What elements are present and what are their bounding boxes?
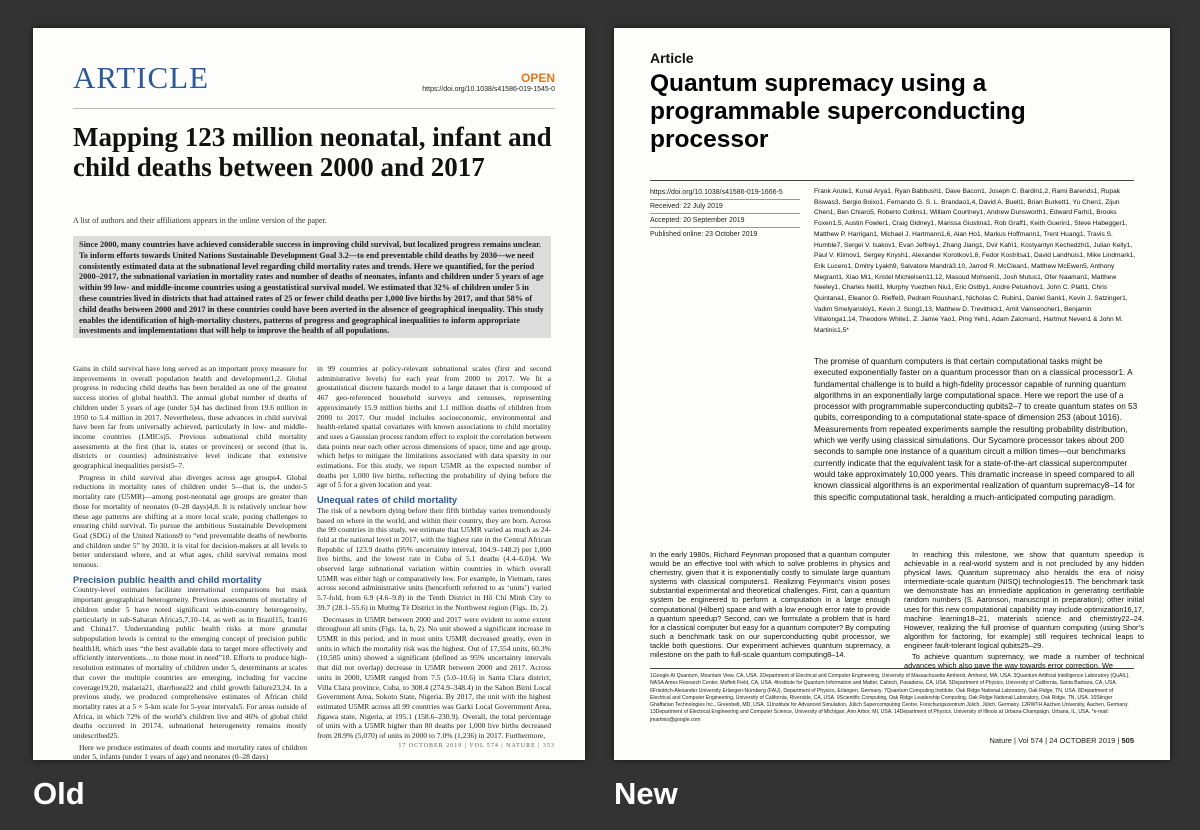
old-label: Old [33, 776, 85, 811]
received-date: Received: 22 July 2019 [650, 200, 800, 214]
old-header [73, 60, 555, 109]
old-doi-link[interactable]: https://doi.org/10.1038/s41586-019-1545-0 [422, 86, 555, 93]
old-article-page [33, 28, 585, 760]
new-doi-link[interactable]: https://doi.org/10.1038/s41586-019-1666-5 [650, 186, 800, 200]
published-date: Published online: 23 October 2019 [650, 231, 758, 238]
new-body-right-column [904, 550, 1144, 671]
paragraph: In reaching this milestone, we show that quantum speedup is achievable in a real-world system and is not precluded by any hidden physical laws. Quantum supremacy also heralds the era of noisy intermediate-scale quantum (NISQ) technologies15. The benchmark task we demonstrate has an immediate application in generating certifiable random numbers (S. Aaronson, manuscript in preparation); other initial uses for this new computational capability may include optimization16,17, machine learning18–21, materials science and chemistry22–24. However, realizing the full promise of quantum computing (using Shor’s algorithm for factoring, for example) still requires technical leaps to engineer fault-tolerant logical qubits25–29. [904, 550, 1144, 650]
old-authors-note: A list of authors and their affiliations appears in the online version of the paper. [73, 216, 327, 225]
old-page-footer: 17 OCTOBER 2019 | VOL 574 | NATURE | 353 [398, 743, 555, 749]
article-meta [650, 186, 800, 241]
paragraph: Here we produce estimates of death counts and mortality rates of children under 5, infants (under 1 years of age) and neonates (0–28 days) [73, 742, 307, 762]
paragraph: In the early 1980s, Richard Feynman proposed that a quantum computer would be an effective tool with which to solve problems in physics and chemistry, given that it is exponentially costly to simulate large quantum systems with classical computers1. Realizing Feynman’s vision poses substantial experimental and theoretical challenges. First, can a quantum system be engineered to perform a computation in a large enough computational (Hilbert) space and with a low enough error rate to provide a quantum speedup? Second, can we formulate a problem that is hard for a classical computer but easy for a quantum computer? By computing such a benchmark task on our superconducting qubit processor, we tackle both questions. Our experiment achieves quantum supremacy, a milestone on the path to full-scale quantum computing8–14. [650, 550, 890, 660]
new-article-page [614, 28, 1170, 760]
paragraph: Country-level estimates facilitate international comparisons but mask important geographical heterogeneity. Previous assessments of mortality of children under 5 have noted significant within-country heterogeneity, particularly in sub-Saharan Africa5,7,10–14, as well as in Brazil15, Iran16 and China17. Understanding public health risks at more granular subpopulation levels is central to the emerging concept of precision public health18, which uses “the best available data to target more effectively and efficiently interventions…to those most in need”18. Efforts to produce high-resolution estimates of mortality of children under 5, determinants at scales that cover the multiple countries are emerging, including for vaccine coverage19,20, malaria21, diarrhoea22 and child growth failure23,24. In a previous study, we produced comprehensive estimates of African child mortality rates at a 5 × 5-km scale for 5-year intervals5. For areas outside of Africa, in which 72% of the world’s children live and 46% of global child deaths occurred in 20174, subnational heterogeneity remains mostly undescribed25. [73, 585, 307, 741]
paragraph: The risk of a newborn dying before their fifth birthday varies tremendously based on where in the world, and within their country, they are born. Across the 99 countries in this study, we estimate that U5MR varied as much as 24-fold at the national level in 2017, with the highest rate in the Central African Republic of 123.9 deaths (95% uncertainty interval, 104.9–148.2) per 1,000 live births, and the lowest rate in Cuba of 5.1 deaths (4.4–6.0)4. We observed large subnational variation within countries in which overall U5MR was either high or comparatively low. For example, in Vietnam, rates across second administrative units (henceforth referred to as ‘units’) varied 5.7-fold, from 6.9 (4.6–9.8) in the Tenth District in Hồ Chí Minh City to 39.7 (28.1–55.6) in Mường Tè District in the Northwest region (Figs. 1b, 2). [317, 505, 551, 612]
paragraph: Decreases in U5MR between 2000 and 2017 were evident to some extent throughout all units (Figs. 1a, b, 2). No unit showed a significant increase in U5MR in this period, and in most units U5MR decreased greatly, even in units in which the mortality risk was the highest. Out of 17,554 units, 60.3% (10,585 units) showed a significant (defined as 95% uncertainty intervals that did not overlap) decrease in U5MR between 2000 and 2017. Across units in 2000, U5MR ranged from 7.5 (5.0–10.6) in Santa Clara district, Villa Clara province, Cuba, to 308.4 (274.9–348.4) in the Sabon Birni Local Government Area, Sokoto State, Nigeria. By 2017, the unit with the highest estimated U5MR across all 99 countries was Garki Local Government Area, Jigawa state, Nigeria, at 195.1 (158.6–230.9). Overall, the total percentage of units with a U5MR higher than 80 deaths per 1,000 live births decreased from 28.9% (5,070) of units in 2000 to 7.0% (1,236) in 2017. Furthermore, [317, 614, 551, 741]
old-article-title: Mapping 123 million neonatal, infant and child deaths between 2000 and 2017 [73, 122, 552, 182]
new-page-footer [989, 736, 1134, 745]
paragraph: in 99 countries at policy-relevant subnational scales (first and second administrative levels) for each year from 2000 to 2017. We fit a geostatistical discrete hazards model to a large dataset that is composed of 467 geo-referenced household surveys and censuses, representing approximately 15.9 million births and 1.1 million deaths of children from 2000 to 2017. Our model includes socioeconomic, environmental and health-related spatial covariates with known associations to child mortality and uses a Gaussian process random effect to exploit the correlation between data points near each other across dimensions of space, time and age group, which helps to mitigate the limitations associated with data sparsity in our estimations. For this study, we report U5MR as the expected number of deaths per 1,000 live births, reflecting the probability of dying before the age of 5 for a given location and year. [317, 364, 551, 490]
page-number: 505 [1121, 736, 1134, 745]
open-access-badge: OPEN [520, 71, 555, 85]
old-article-kicker: ARTICLE [73, 60, 210, 95]
new-body-left-column [650, 550, 890, 662]
new-label: New [614, 776, 678, 811]
new-article-kicker: Article [650, 50, 694, 66]
new-author-list: Frank Arute1, Kunal Arya1, Ryan Babbush1, Dave Bacon1, Joseph C. Bardin1,2, Rami Barends1, Rupak Biswas3, Sergio Boixo1, Fernando G. S. L. Brandao1,4, David A. Buell1, Brian Burkett1, Yu Chen1, Zijun Chen1, Ben Chiaro5, Roberto Collins1, William Courtney1, Andrew Dunsworth1, Edward Farhi1, Brooks Foxen1,5, Austin Fowler1, Craig Gidney1, Marissa Giustina1, Rob Graff1, Keith Guerin1, Steve Habegger1, Matthew P. Harrigan1, Michael J. Hartmann1,6, Alan Ho1, Markus Hoffmann1, Trent Huang1, Travis S. Humble7, Sergei V. Isakov1, Evan Jeffrey1, Zhang Jiang1, Dvir Kafri1, Kostyantyn Kechedzhi1, Julian Kelly1, Paul V. Klimov1, Sergey Knysh1, Alexander Korotkov1,8, Fedor Kostritsa1, David Landhuis1, Mike Lindmark1, Erik Lucero1, Dmitry Lyakh9, Salvatore Mandrà3,10, Jarrod R. McClean1, Matthew McEwen5, Anthony Megrant1, Xiao Mi1, Kristel Michielsen11,12, Masoud Mohseni1, Josh Mutus1, Ofer Naaman1, Matthew Neeley1, Charles Neill1, Murphy Yuezhen Niu1, Eric Ostby1, Andre Petukhov1, John C. Platt1, Chris Quintana1, Eleanor G. Rieffel3, Pedram Roushan1, Nicholas C. Rubin1, Daniel Sank1, Kevin J. Satzinger1, Vadim Smelyanskiy1, Kevin J. Sung1,13, Matthew D. Trevithick1, Amit Vainsencher1, Benjamin Villalonga1,14, Theodore White1, Z. Jamie Yao1, Ping Yeh1, Adam Zalcman1, Hartmut Neven1 & John M. Martinis1,5* [814, 188, 1136, 335]
paragraph: To achieve quantum supremacy, we made a number of technical advances which also pave the way towards error correction. We [904, 652, 1144, 671]
section-heading: Unequal rates of child mortality [317, 494, 458, 506]
new-article-title: Quantum supremacy using a programmable superconducting processor [650, 70, 1026, 153]
old-abstract: Since 2000, many countries have achieved considerable success in improving child survival, but localized progress remains unclear. To inform efforts towards United Nations Sustainable Development Goal 3.2—to end preventable child deaths by 2030—we need consistently estimated data at the subnational level regarding child mortality rates and trends. Here we quantified, for the period 2000–2017, the subnational variation in mortality rates and number of deaths of neonates, infants and children under 5 years of age within 99 low- and middle-income countries using a geostatistical survival model. We estimated that 32% of children under 5 in these countries lived in districts that had attained rates of 25 or fewer child deaths per 1,000 live births by 2017, and that 58% of child deaths between 2000 and 2017 in these countries could have been averted in the absence of geographical inequality. This study enables the identification of high-mortality clusters, patterns of progress and geographical inequalities to inform appropriate investments and implementations that will help to improve the health of all populations. [73, 236, 551, 338]
old-body-right-column [317, 364, 551, 752]
old-body-left-column [73, 364, 307, 762]
section-heading: Precision public health and child mortality [73, 573, 262, 585]
paragraph: Progress in child survival also diverges across age groups4. Global reductions in mortality rates of children under 5—that is, the under-5 mortality rate (U5MR)—among post-neonatal age groups are greater than those for mortality of neonates (0–28 days)4,8. It is relatively unclear how these age patterns are shifting at a more local scale, posing challenges to ensuring child survival. To pursue the ambitious Sustainable Development Goal (SDG) of the United Nations9 to “end preventable deaths of newborns and children under 5” by 2030, it is vital for decision-makers at all levels to better understand where, and at what ages, child survival remains most tenuous. [73, 472, 307, 570]
affiliations: 1Google AI Quantum, Mountain View, CA, USA. 2Department of Electrical and Computer Engineering, University of Massachusetts Amherst, Amherst, MA, USA. 3Quantum Artificial Intelligence Laboratory (QuAIL), NASA Ames Research Center, Moffett Field, CA, USA. 4Institute for Quantum Information and Matter, Caltech, Pasadena, CA, USA. 5Department of Physics, University of California, Santa Barbara, CA, USA. 6Friedrich-Alexander University Erlangen-Nürnberg (FAU), Department of Physics, Erlangen, Germany. 7Quantum Computing Institute, Oak Ridge National Laboratory, Oak Ridge, TN, USA. 8Department of Electrical and Computer Engineering, University of California, Riverside, CA, USA. 9Scientific Computing, Oak Ridge Leadership Computing, Oak Ridge National Laboratory, Oak Ridge, TN, USA. 10Stinger Ghaffarian Technologies Inc., Greenbelt, MD, USA. 11Institute for Advanced Simulation, Jülich Supercomputing Centre, Forschungszentrum Jülich, Jülich, Germany. 12RWTH Aachen University, Aachen, Germany. 13Department of Electrical Engineering and Computer Science, University of Michigan, Ann Arbor, MI, USA. 14Department of Physics, University of Illinois at Urbana-Champaign, Urbana, IL, USA. *e-mail: jmartinis@google.com [650, 668, 1134, 735]
new-abstract: The promise of quantum computers is that certain computational tasks might be executed exponentially faster on a quantum processor than on a classical processor1. A fundamental challenge is to build a high-fidelity processor capable of running quantum algorithms in an exponentially large computational space. Here we report the use of a processor with programmable superconducting qubits2–7 to create quantum states on 53 qubits, corresponding to a computational state-space of dimension 253 (about 1016). Measurements from repeated experiments sample the resulting probability distribution, which we verify using classical simulations. Our Sycamore processor takes about 200 seconds to sample one instance of a quantum circuit a million times—our benchmarks currently indicate that the equivalent task for a state-of-the-art classical supercomputer would take approximately 10,000 years. This dramatic increase in speed compared to all known classical algorithms is an experimental realization of quantum supremacy8–14 for this specific computational task, heralding a much-anticipated computing paradigm. [814, 357, 1138, 502]
footer-text: Nature | Vol 574 | 24 OCTOBER 2019 | [989, 736, 1120, 745]
accepted-date: Accepted: 20 September 2019 [650, 214, 800, 228]
paragraph: Gains in child survival have long served as an important proxy measure for improvements in overall population health and development1,2. Global progress in reducing child deaths has been heralded as one of the greatest success stories of global health3. The annual global number of deaths of children under 5 years of age (under 5)4 has declined from 19.6 million in 1950 to 5.4 million in 2017. Nevertheless, these advances in child survival have been far from universally achieved, particularly in low- and middle-income countries (LMICs)5. Previous subnational child mortality assessments at the first (that is, states or provinces) or second (that is, districts or counties) administrative level indicate that extensive geographical inequalities persist5–7. [73, 364, 307, 471]
divider [650, 180, 1134, 181]
